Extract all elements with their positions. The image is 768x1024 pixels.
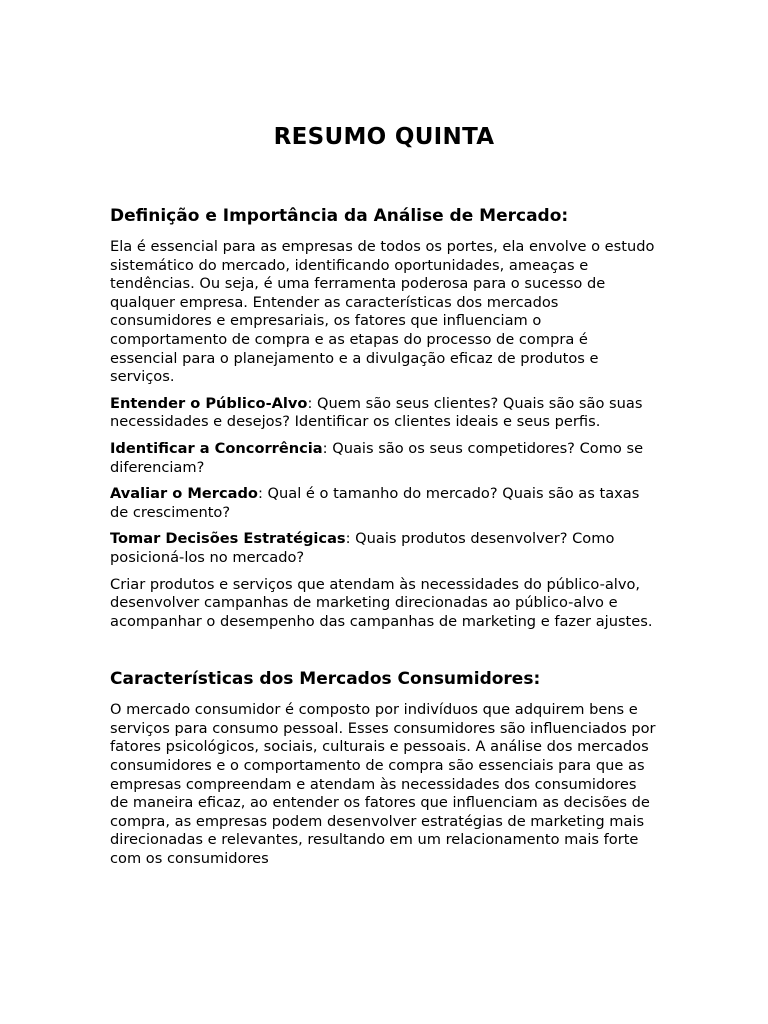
section-closing-paragraph: Criar produtos e serviços que atendam às necessidades do público-alvo, desenvolver campanhas de marketing direcionadas ao público-alvo e acompanhar o desempenho das campanhas de marketing e fazer ajustes. — [110, 575, 653, 630]
section-intro-paragraph: Ela é essencial para as empresas de todos os portes, ela envolve o estudo sistemático do mercado, identificando oportunidades, ameaças e tendências. Ou seja, é uma ferramenta poderosa para o sucesso de qualquer empresa. Entender as características dos mercados consumidores e empresariais, os fatores que influenciam o comportamento de compra e as etapas do processo de compra é essencial para o planejamento e a divulgação eficaz de produtos e serviços. — [110, 238, 655, 386]
bullet-paragraph-competition — [110, 440, 658, 477]
bullet-text: : Qual é o tamanho do mercado? Quais são as taxas de crescimento? — [110, 485, 640, 521]
document-title: RESUMO QUINTA — [273, 124, 495, 150]
bullet-paragraph-market-evaluation — [110, 485, 658, 522]
bullet-paragraph-target-audience — [110, 395, 658, 432]
section-consumer-markets — [110, 667, 658, 868]
section-heading-consumer-markets: Características dos Mercados Consumidores: — [110, 669, 541, 690]
bullet-term: Entender o Público-Alvo — [110, 394, 308, 412]
bullet-paragraph-strategic-decisions — [110, 530, 658, 567]
document-body — [110, 204, 658, 877]
bullet-text: : Quais produtos desenvolver? Como posicioná-los no mercado? — [110, 530, 615, 566]
bullet-term: Tomar Decisões Estratégicas — [110, 530, 346, 548]
bullet-term: Avaliar o Mercado — [110, 485, 258, 503]
section-heading-market-analysis: Definição e Importância da Análise de Mercado: — [110, 206, 569, 226]
section-body-paragraph: O mercado consumidor é composto por indivíduos que adquirem bens e serviços para consumo pessoal. Esses consumidores são influenciados por fatores psicológicos, sociais, culturais e pessoais. A análise dos mercados consumidores e o comportamento de compra são essenciais para que as empresas compreendam e atendam às necessidades dos consumidores de maneira eficaz, ao entender os fatores que influenciam as decisões de compra, as empresas podem desenvolver estratégias de marketing mais direcionadas e relevantes, resultando em um relacionamento mais forte com os consumidores — [110, 701, 656, 868]
bullet-text: : Quais são os seus competidores? Como se diferenciam? — [110, 439, 644, 476]
bullet-term: Identificar a Concorrência — [110, 439, 323, 457]
bullet-text: : Quem são seus clientes? Quais são são suas necessidades e desejos? Identificar os clientes ideais e seus perfis. — [110, 394, 643, 431]
